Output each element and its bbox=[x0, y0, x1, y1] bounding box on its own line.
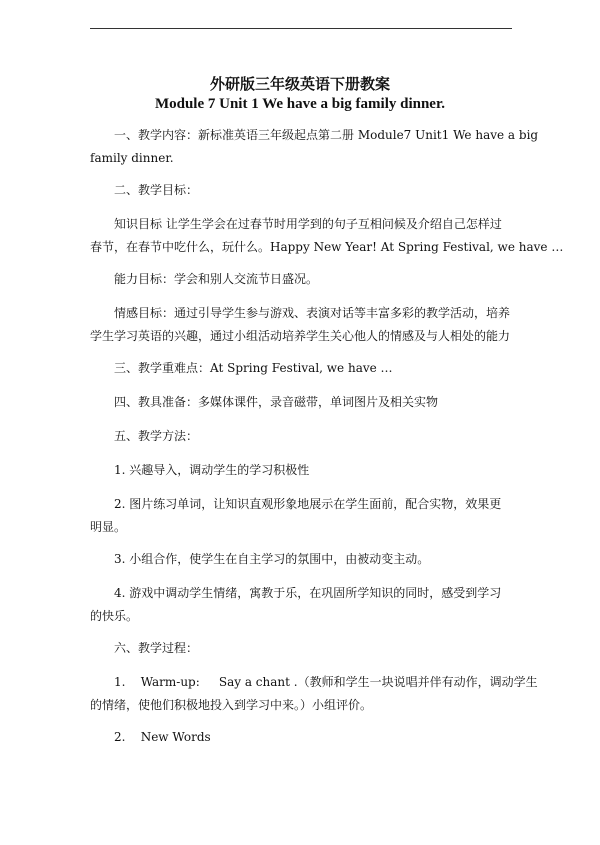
method-item-4 bbox=[90, 582, 515, 628]
section-goals-heading bbox=[90, 179, 515, 202]
paragraph-line: 明显。 bbox=[90, 520, 127, 534]
section-key-points bbox=[90, 357, 515, 380]
process-item-2 bbox=[90, 726, 515, 749]
heading-text: 二、教学目标： bbox=[114, 183, 199, 197]
paragraph-line: 4. 游戏中调动学生情绪，寓教于乐，在巩固所学知识的同时，感受到学习 bbox=[114, 586, 502, 600]
paragraph-line: 2. New Words bbox=[114, 730, 211, 744]
paragraph-line: 1. Warm-up: Say a chant .（教师和学生一块说唱并伴有动作，调动学生 bbox=[114, 675, 538, 689]
paragraph-line: 1. 兴趣导入，调动学生的学习积极性 bbox=[114, 463, 310, 477]
header-rule bbox=[90, 28, 512, 29]
paragraph-line: 春节，在春节中吃什么，玩什么。Happy New Year! At Spring Festival, we have … bbox=[90, 240, 564, 254]
paragraph-line: 学生学习英语的兴趣，通过小组活动培养学生关心他人的情感及与人相处的能力 bbox=[90, 329, 511, 343]
paragraph-line: 一、教学内容：新标准英语三年级起点第二册 Module7 Unit1 We have a big bbox=[114, 128, 539, 142]
emotion-goal bbox=[90, 302, 515, 348]
section-process-heading bbox=[90, 637, 515, 660]
process-item-1 bbox=[90, 671, 538, 717]
paragraph-line: 四、教具准备：多媒体课件，录音磁带，单词图片及相关实物 bbox=[114, 395, 439, 409]
paragraph-line: 情感目标：通过引导学生参与游戏、表演对话等丰富多彩的教学活动，培养 bbox=[114, 306, 511, 320]
heading-text: 五、教学方法： bbox=[114, 429, 199, 443]
heading-text: 六、教学过程： bbox=[114, 641, 199, 655]
paragraph-line: 的情绪，使他们积极地投入到学习中来。）小组评价。 bbox=[90, 698, 373, 712]
paragraph-line: 三、教学重难点：At Spring Festival, we have … bbox=[114, 361, 393, 375]
method-item-1 bbox=[90, 459, 515, 482]
section-materials bbox=[90, 391, 515, 414]
paragraph-line: 的快乐。 bbox=[90, 609, 139, 623]
document-title-chinese: 外研版三年级英语下册教案 bbox=[209, 75, 390, 93]
paragraph-line: 能力目标：学会和别人交流节日盛况。 bbox=[114, 272, 319, 286]
paragraph-line: family dinner. bbox=[90, 151, 174, 165]
ability-goal bbox=[90, 268, 515, 291]
knowledge-goal bbox=[90, 213, 564, 259]
section-methods-heading bbox=[90, 425, 515, 448]
paragraph-line: 2. 图片练习单词，让知识直观形象地展示在学生面前，配合实物，效果更 bbox=[114, 497, 502, 511]
method-item-3 bbox=[90, 548, 515, 571]
document-title-english: Module 7 Unit 1 We have a big family dinner. bbox=[154, 96, 446, 112]
method-item-2 bbox=[90, 493, 515, 539]
paragraph-line: 知识目标 让学生学会在过春节时用学到的句子互相问候及介绍自己怎样过 bbox=[114, 217, 502, 231]
paragraph-line: 3. 小组合作，使学生在自主学习的氛围中，由被动变主动。 bbox=[114, 552, 430, 566]
section-teaching-content bbox=[90, 124, 539, 170]
